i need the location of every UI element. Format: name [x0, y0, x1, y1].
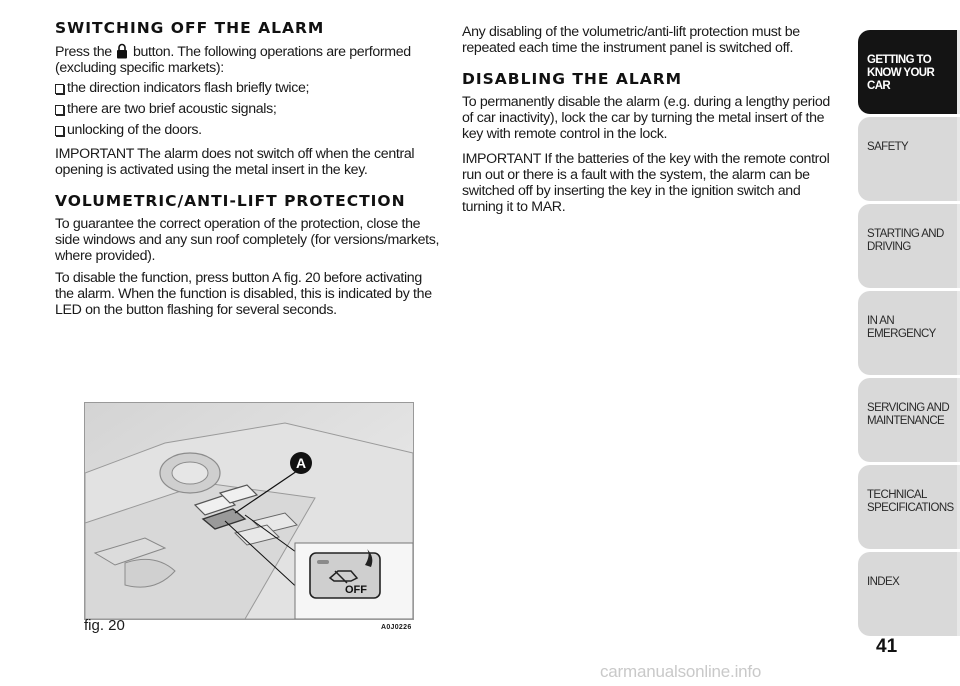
figure-code: A0J0226 [381, 624, 412, 631]
page-number: 41 [876, 636, 898, 657]
heading-volumetric-protection: VOLUMETRIC/ANTI-LIFT PROTECTION [55, 192, 406, 210]
tab-index[interactable]: INDEX [858, 552, 960, 636]
press-suffix: button. The following operations are performed (excluding specific markets): [55, 44, 411, 76]
roof-console-drawing [85, 403, 413, 619]
important-note-2: IMPORTANT If the batteries of the key with the remote control run out or there is a fault with the system, the alarm can be switched off by inserting the key in the ignition switch and turning it to MAR. [462, 151, 830, 215]
tab-getting-to-know-your-car[interactable]: GETTING TO KNOW YOUR CAR [858, 30, 960, 114]
heading-disabling-alarm: DISABLING THE ALARM [462, 70, 683, 88]
press-prefix: Press the [55, 44, 112, 60]
repeat-disable-paragraph: Any disabling of the volumetric/anti-lift protection must be repeated each time the instrument panel is switched off. [462, 24, 800, 56]
chapter-tabs [858, 30, 960, 639]
off-label: OFF [345, 584, 367, 596]
list-item: unlocking of the doors. [55, 122, 440, 138]
left-column [55, 0, 440, 318]
list-item: the direction indicators flash briefly twice; [55, 80, 440, 96]
disable-alarm-paragraph: To permanently disable the alarm (e.g. during a lengthy period of car inactivity), lock the car by turning the metal insert of the key with remote control in the lock. [462, 94, 830, 142]
important-note-1: IMPORTANT The alarm does not switch off when the central opening is activated using the metal insert in the key. [55, 146, 415, 178]
checkbox-bullet-icon [55, 105, 64, 115]
checkbox-bullet-icon [55, 126, 64, 136]
protection-paragraph: To guarantee the correct operation of the protection, close the side windows and any sun roof completely (for versions/markets, where provided). [55, 216, 440, 264]
callout-a-label: A [295, 455, 307, 471]
figure-caption: fig. 20 [84, 617, 125, 634]
tab-starting-and-driving[interactable]: STARTING AND DRIVING [858, 204, 960, 288]
lock-icon [116, 43, 128, 59]
press-paragraph [55, 43, 440, 76]
tab-servicing-and-maintenance[interactable]: SERVICING AND MAINTENANCE [858, 378, 960, 462]
list-item: there are two brief acoustic signals; [55, 101, 440, 117]
right-column [462, 0, 844, 215]
tab-technical-specifications[interactable]: TECHNICAL SPECIFICATIONS [858, 465, 960, 549]
watermark: carmanualsonline.info [600, 662, 762, 681]
tab-in-an-emergency[interactable]: IN AN EMERGENCY [858, 291, 960, 375]
tab-safety[interactable]: SAFETY [858, 117, 960, 201]
disable-function-paragraph: To disable the function, press button A fig. 20 before activating the alarm. When the function is disabled, this is indicated by the LED on the button flashing for several seconds. [55, 270, 432, 318]
heading-switching-off-alarm: SWITCHING OFF THE ALARM [55, 19, 325, 37]
checkbox-bullet-icon [55, 84, 64, 94]
figure-20-illustration [84, 402, 414, 620]
